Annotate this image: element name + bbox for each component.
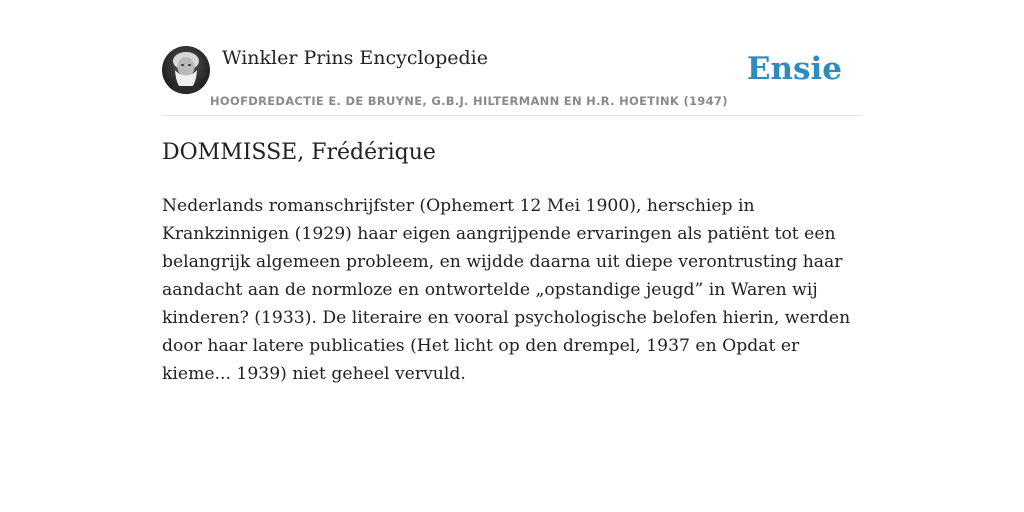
entry-title: DOMMISSE, Frédérique bbox=[162, 140, 436, 165]
entry-body: Nederlands romanschrijfster (Ophemert 12 Mei 1900), herschiep in Krankzinnigen (1929) haar eigen aangrijpende ervaringen als patiënt tot een belangrijk algemeen probleem, en wijdde daarna uit diepe verontrusting haar aandacht aan de normloze en ontwortelde „opstandige jeugd” in Waren wij kinderen? (1933). De literaire en vooral psychologische belofen hierin, werden door haar latere publicaties (Het licht op den drempel, 1937 en Opdat er kieme... 1939) niet geheel vervuld. bbox=[162, 196, 851, 384]
avatar[interactable] bbox=[162, 46, 210, 94]
editorial-credit: HOOFDREDACTIE E. DE BRUYNE, G.B.J. HILTERMANN EN H.R. HOETINK (1947) bbox=[210, 94, 728, 108]
bearded-portrait-avatar-icon bbox=[162, 46, 210, 94]
brand-logo-link[interactable]: Ensie bbox=[746, 51, 842, 87]
header-divider bbox=[162, 115, 862, 116]
site-header bbox=[162, 46, 862, 116]
site-title-link[interactable]: Winkler Prins Encyclopedie bbox=[222, 47, 488, 69]
